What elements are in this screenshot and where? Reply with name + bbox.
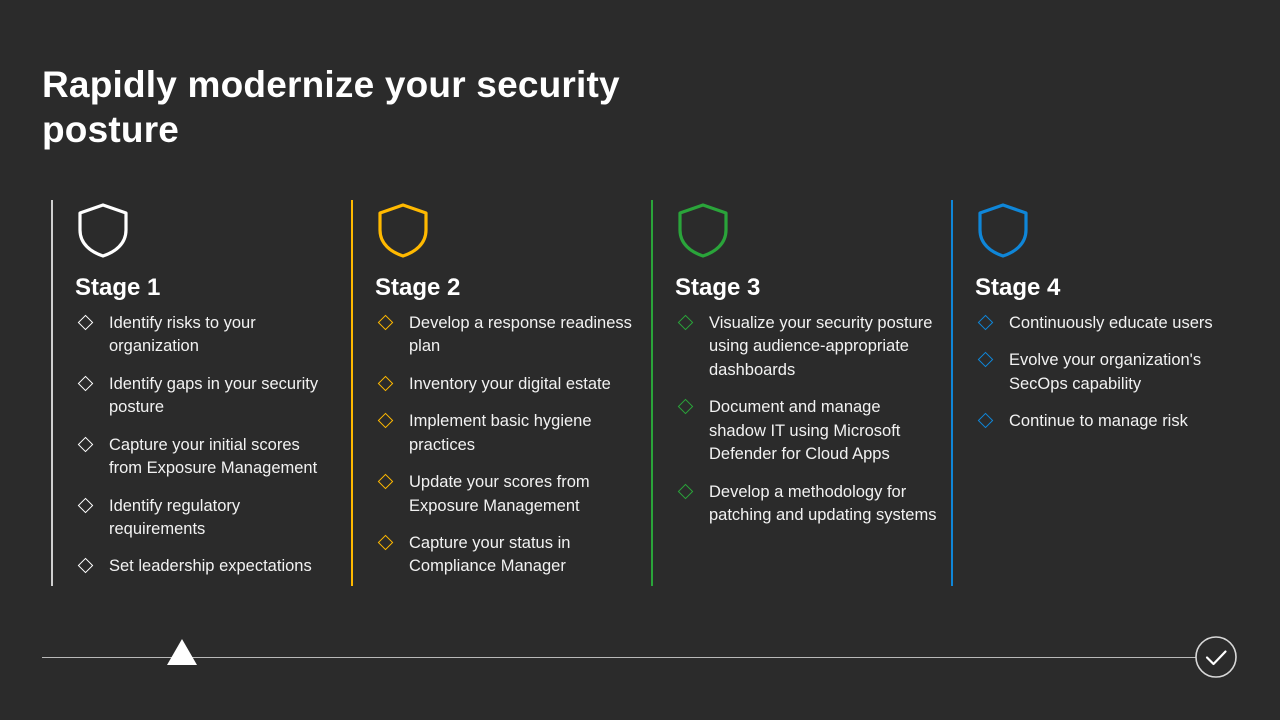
list-item-label: Update your scores from Exposure Management [409,473,590,515]
list-item [375,373,637,396]
diamond-bullet-icon [78,497,94,513]
diamond-bullet-icon [378,376,394,392]
diamond-bullet-icon [678,399,694,415]
stage-columns [42,200,1242,590]
stage-item-list [675,312,937,541]
list-item-label: Document and manage shadow IT using Microsoft Defender for Cloud Apps [709,398,901,464]
stage-column-1 [42,200,342,590]
list-item-label: Identify regulatory requirements [109,496,241,538]
list-item-label: Inventory your digital estate [409,374,611,393]
diamond-bullet-icon [378,535,394,551]
list-item [975,410,1237,433]
check-circle-icon [1194,635,1238,679]
timeline-rule [42,657,1197,658]
column-rule-1 [51,200,53,586]
list-item [75,434,337,481]
list-item-label: Develop a methodology for patching and updating systems [709,482,937,524]
diamond-bullet-icon [78,436,94,452]
stage-label: Stage 1 [75,274,161,301]
shield-icon [375,202,431,258]
diamond-bullet-icon [378,413,394,429]
stage-item-list [975,312,1237,448]
list-item [75,555,337,578]
stage-label: Stage 4 [975,274,1061,301]
diamond-bullet-icon [78,376,94,392]
list-item [375,410,637,457]
diamond-bullet-icon [78,315,94,331]
column-rule-3 [651,200,653,586]
diamond-bullet-icon [78,558,94,574]
list-item [75,312,337,359]
diamond-bullet-icon [978,315,994,331]
list-item-label: Continue to manage risk [1009,412,1188,431]
list-item-label: Evolve your organization's SecOps capability [1009,351,1202,393]
list-item-label: Develop a response readiness plan [409,314,632,356]
list-item-label: Continuously educate users [1009,314,1213,332]
stage-label: Stage 2 [375,274,461,301]
page-title: Rapidly modernize your security posture [42,64,620,151]
list-item-label: Set leadership expectations [109,557,312,576]
list-item [375,312,637,359]
list-item-label: Capture your initial scores from Exposure Management [109,435,318,478]
list-item [375,471,637,518]
list-item-label: Visualize your security posture using audience-appropriate dashboards [709,314,933,379]
list-item [975,312,1237,335]
list-item [75,495,337,542]
diamond-bullet-icon [678,483,694,499]
stage-column-3 [642,200,942,590]
list-item [375,532,637,579]
list-item [675,396,937,466]
stage-item-list [375,312,637,593]
list-item-label: Capture your status in Compliance Manager [409,533,571,576]
diamond-bullet-icon [678,315,694,331]
stage-label: Stage 3 [675,274,761,301]
stage-column-2 [342,200,642,590]
list-item-label: Identify gaps in your security posture [109,374,319,417]
list-item [675,481,937,528]
list-item [675,312,937,382]
stage-item-list [75,312,337,593]
column-rule-2 [351,200,353,586]
diamond-bullet-icon [378,474,394,490]
list-item-label: Implement basic hygiene practices [409,412,592,454]
shield-icon [75,202,131,258]
list-item-label: Identify risks to your organization [109,314,256,356]
list-item [975,349,1237,396]
diamond-bullet-icon [978,352,994,368]
triangle-marker-icon [167,639,197,665]
list-item [75,373,337,420]
shield-icon [975,202,1031,258]
diamond-bullet-icon [378,315,394,331]
stage-column-4 [942,200,1242,590]
column-rule-4 [951,200,953,586]
diamond-bullet-icon [978,413,994,429]
shield-icon [675,202,731,258]
